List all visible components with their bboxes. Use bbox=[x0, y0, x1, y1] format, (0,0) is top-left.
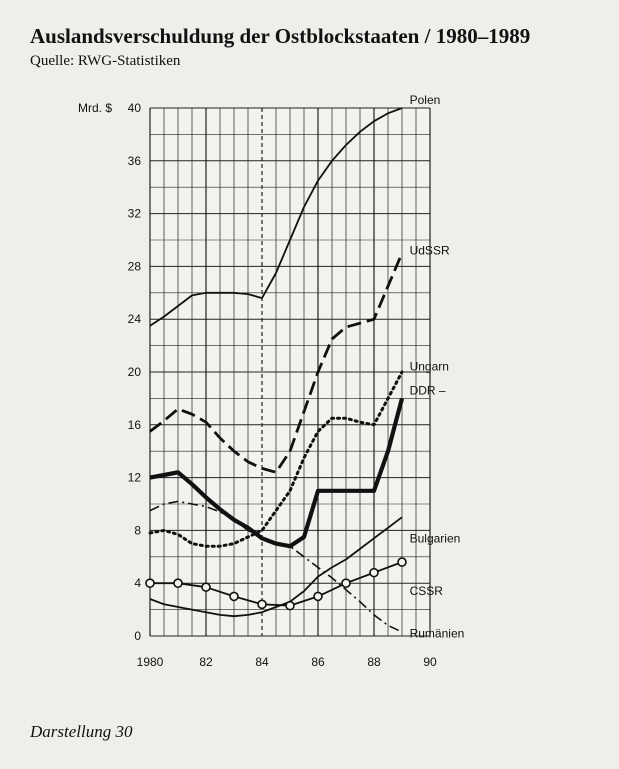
y-tick-label: 16 bbox=[127, 417, 141, 432]
data-point-cssr bbox=[202, 583, 210, 591]
data-point-cssr bbox=[286, 602, 294, 610]
chart-title: Auslandsverschuldung der Ostblockstaaten / 1980–1989 bbox=[30, 24, 534, 49]
series-label: Bulgarien bbox=[409, 531, 461, 546]
data-point-cssr bbox=[230, 592, 238, 600]
x-tick-label: 90 bbox=[423, 655, 437, 669]
y-tick-label: 4 bbox=[134, 576, 141, 591]
y-tick-label: 28 bbox=[127, 259, 141, 274]
data-point-cssr bbox=[258, 600, 266, 608]
x-tick-label: 1980 bbox=[136, 655, 164, 669]
x-tick-label: 86 bbox=[311, 655, 325, 669]
data-point-cssr bbox=[174, 579, 182, 587]
y-tick-label: 40 bbox=[127, 101, 141, 115]
y-tick-label: 32 bbox=[127, 206, 141, 221]
source-line: Quelle: RWG-Statistiken bbox=[30, 53, 181, 69]
y-tick-label: 24 bbox=[127, 312, 141, 327]
y-tick-label: 36 bbox=[127, 153, 141, 168]
figure-caption: Darstellung 30 bbox=[30, 722, 133, 741]
data-point-cssr bbox=[370, 569, 378, 577]
series-label: CSSR bbox=[409, 584, 443, 599]
x-tick-label: 82 bbox=[199, 655, 213, 669]
series-label: Polen bbox=[409, 93, 441, 108]
y-tick-label: 0 bbox=[134, 629, 141, 643]
series-label: DDR – bbox=[409, 383, 446, 398]
y-tick-label: 8 bbox=[134, 523, 141, 538]
data-point-cssr bbox=[398, 558, 406, 566]
series-label: UdSSR bbox=[409, 243, 450, 258]
y-axis-label: Mrd. $ bbox=[77, 101, 112, 115]
data-point-cssr bbox=[342, 579, 350, 587]
data-point-cssr bbox=[146, 579, 154, 587]
x-tick-label: 84 bbox=[255, 655, 269, 669]
data-point-cssr bbox=[314, 592, 322, 600]
series-label: Ungarn bbox=[409, 359, 449, 374]
y-tick-label: 20 bbox=[127, 365, 141, 379]
y-tick-label: 12 bbox=[127, 470, 141, 485]
x-tick-label: 88 bbox=[367, 655, 381, 669]
series-label: Rumänien bbox=[409, 626, 465, 641]
